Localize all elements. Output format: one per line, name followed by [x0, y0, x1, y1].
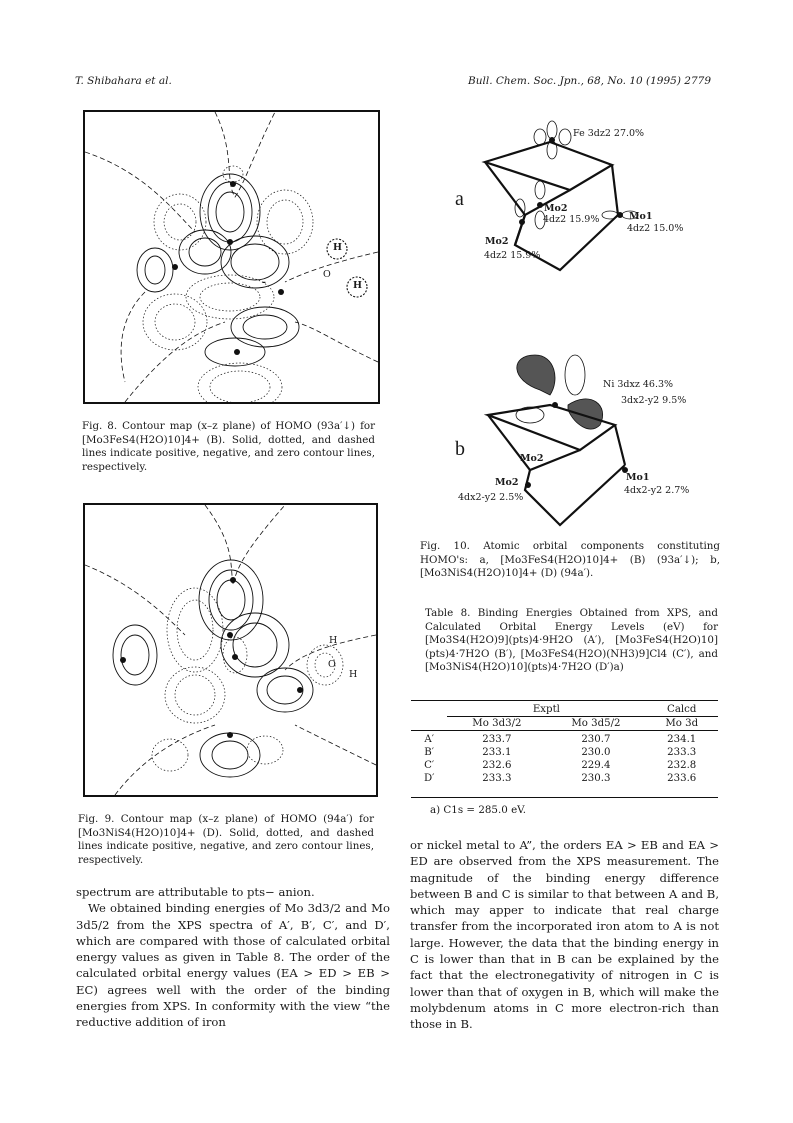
table-row — [411, 772, 718, 785]
fig10a-mo2-left-val: 4dz2 15.9% — [484, 250, 541, 261]
table-header-exptl: Exptl — [447, 703, 645, 717]
fig10b-mo1: Mo1 — [626, 472, 650, 483]
fig8-label-h2: H — [353, 280, 362, 291]
table-cell: 233.6 — [667, 773, 697, 784]
fig10b-ni-label-2: 3dx2-y2 9.5% — [621, 395, 687, 406]
table-cell: 234.1 — [667, 734, 697, 745]
table-cell: 233.7 — [482, 734, 512, 745]
table-row-label: D′ — [423, 773, 435, 784]
fig10b-mo2-left: Mo2 — [495, 477, 519, 488]
table-group-header-row — [411, 703, 718, 717]
fig9-label-o: O — [328, 659, 336, 670]
figure-10-panel-b — [440, 350, 740, 535]
table-header-calcd: Calcd — [645, 703, 718, 717]
figure-10a-cluster — [440, 120, 740, 290]
figure-9-plot — [85, 505, 376, 795]
table-8 — [411, 703, 718, 785]
table-col-mo3d: Mo 3d — [665, 718, 699, 729]
table-cell: 232.6 — [482, 760, 512, 771]
fig10b-ni-label: Ni 3dxz 46.3% — [603, 379, 674, 390]
figure-8-contour-map — [83, 110, 380, 404]
right-paragraph: or nickel metal to A”, the orders EA > EB and EA > ED are observed from the XPS measurement. The magnitude of the binding energy difference between B and C is similar to that between A and B, which may apper to indicate that real charge transfer from the incorporated iron atom to A is not large. However, the data that the binding energy in C is lower than that in B can be explained by the fact that the electronegativity of nitrogen in C is lower than that of oxygen in B, which will make the molybdenum atoms in C more electron-rich than those in B. — [410, 838, 719, 1032]
table-top-rule — [411, 700, 718, 701]
table-cell: 232.8 — [667, 760, 697, 771]
fig10b-mo2-left-val: 4dx2-y2 2.5% — [458, 492, 524, 503]
running-header-authors: T. Shibahara et al. — [75, 75, 172, 87]
fig10a-mo2-center: Mo2 — [544, 203, 568, 214]
left-paragraph-2: We obtained binding energies of Mo 3d3/2 and Mo 3d5/2 from the XPS spectra of A′, B′, C′, and D′, which are compared with those of calculated orbital energy values as given in Table 8. The order of the calculated orbital energy values (EA > ED > EB > EC) agrees well with the order of the binding energies from XPS. In conformity with the view “the reductive addition of iron — [76, 901, 390, 1030]
fig10b-letter: b — [455, 438, 465, 460]
table-row — [411, 746, 718, 759]
left-column-text — [76, 884, 390, 1031]
figure-10b-cluster — [440, 350, 740, 535]
table-cell: 233.3 — [482, 773, 512, 784]
table-cell: 233.3 — [667, 747, 697, 758]
fig10a-mo2-center-val: 4dz2 15.9% — [543, 214, 600, 225]
fig10b-mo1-val: 4dx2-y2 2.7% — [624, 485, 690, 496]
table-8-caption: Table 8. Binding Energies Obtained from XPS, and Calculated Orbital Energy Levels (eV) for [Mo3S4(H2O)9](pts)4·9H2O (A′), [Mo3FeS4(H2O)10](pts)4·7H2O (B′), [Mo3FeS4(H2O)(NH3)9]Cl4 (C′), and [Mo3NiS4(H2O)10](pts)4·7H2O (D′)a) — [425, 607, 718, 673]
figure-10-caption: Fig. 10. Atomic orbital components constituting HOMO's: a, [Mo3FeS4(H2O)10]4+ (B) (93a′↓); b, [Mo3NiS4(H2O)10]4+ (D) (94a′). — [420, 540, 720, 579]
table-row — [411, 733, 718, 746]
table-cell: 230.7 — [581, 734, 611, 745]
fig10a-fe-label: Fe 3dz2 27.0% — [573, 128, 645, 139]
figure-8-plot — [85, 112, 378, 402]
fig10b-mo2-center: Mo2 — [520, 453, 544, 464]
table-8-footnote: a) C1s = 285.0 eV. — [430, 804, 527, 816]
table-cell: 229.4 — [581, 760, 611, 771]
fig10a-mo1: Mo1 — [629, 211, 653, 222]
table-cell: 230.3 — [581, 773, 611, 784]
table-cell: 233.1 — [482, 747, 512, 758]
fig9-label-h1: H — [329, 635, 338, 646]
figure-8-caption: Fig. 8. Contour map (x–z plane) of HOMO (93a′↓) for [Mo3FeS4(H2O)10]4+ (B). Solid, dotted, and dashed lines indicate positive, negative, and zero contour lines, respectively. — [82, 420, 375, 473]
fig8-label-minus: - — [262, 277, 266, 288]
fig8-label-o: O — [323, 269, 331, 280]
fig10a-mo1-val: 4dz2 15.0% — [627, 223, 684, 234]
table-col-mo3d52: Mo 3d5/2 — [571, 718, 621, 729]
left-paragraph-1: spectrum are attributable to pts− anion. — [76, 885, 315, 899]
fig10a-letter: a — [455, 188, 464, 210]
fig10a-mo2-left: Mo2 — [485, 236, 509, 247]
running-header-journal: Bull. Chem. Soc. Jpn., 68, No. 10 (1995) 2779 — [468, 75, 711, 87]
table-bottom-rule — [411, 797, 718, 798]
table-row-label: B′ — [424, 747, 435, 758]
right-column-text — [410, 837, 719, 1033]
table-col-mo3d32: Mo 3d3/2 — [472, 718, 522, 729]
table-row-label: C′ — [424, 760, 435, 771]
table-row — [411, 759, 718, 772]
fig8-label-h1: H — [333, 242, 342, 253]
table-column-header-row — [411, 717, 718, 731]
figure-9-caption: Fig. 9. Contour map (x–z plane) of HOMO (94a′) for [Mo3NiS4(H2O)10]4+ (D). Solid, dotted, and dashed lines indicate positive, negative, and zero contour lines, respectively. — [78, 813, 374, 866]
table-row-label: A′ — [424, 734, 435, 745]
figure-10-panel-a — [440, 120, 740, 290]
table-cell: 230.0 — [581, 747, 611, 758]
figure-9-contour-map — [83, 503, 378, 797]
fig9-label-h2: H — [349, 669, 358, 680]
